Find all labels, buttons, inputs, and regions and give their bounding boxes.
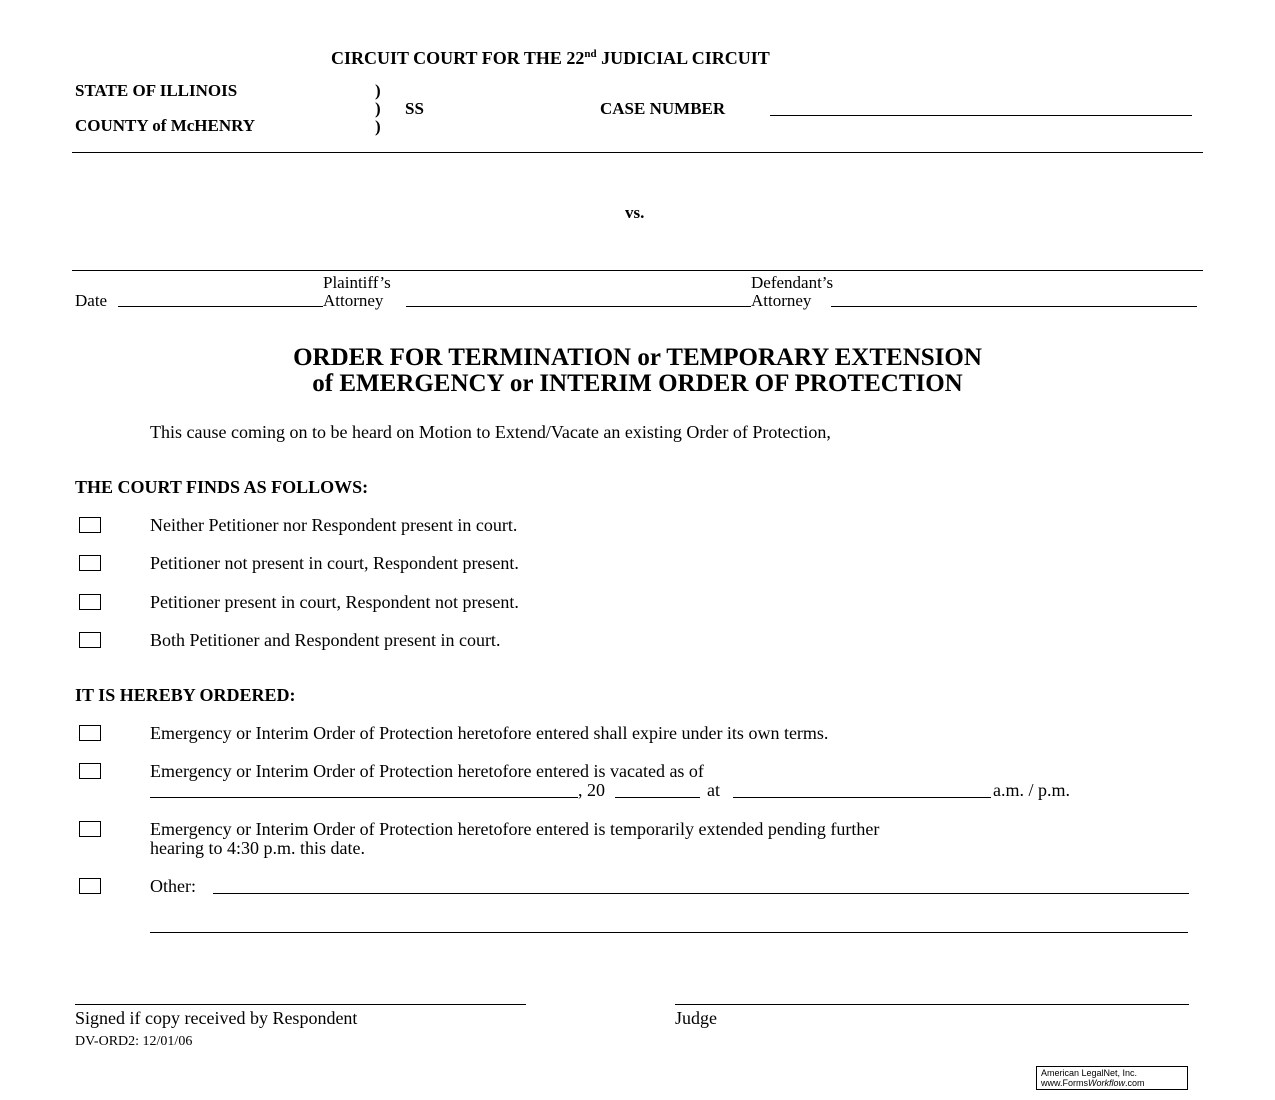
order-extended-text-line1: Emergency or Interim Order of Protection heretofore entered is temporarily extended pending further — [150, 819, 880, 839]
respondent-signature-line[interactable] — [75, 1004, 526, 1005]
finding-1-text: Neither Petitioner nor Respondent present in court. — [150, 515, 518, 535]
judge-signature-line[interactable] — [675, 1004, 1189, 1005]
judge-signature-label: Judge — [675, 1008, 717, 1028]
order-expire-text: Emergency or Interim Order of Protection heretofore entered shall expire under its own terms. — [150, 723, 829, 743]
finding-2-text: Petitioner not present in court, Respondent present. — [150, 553, 519, 573]
finding-2-checkbox[interactable] — [79, 555, 101, 571]
order-extended-checkbox[interactable] — [79, 821, 101, 837]
header-divider — [72, 152, 1203, 153]
court-title — [331, 48, 770, 69]
date-label: Date — [75, 291, 108, 310]
vacated-at-label: at — [707, 780, 720, 800]
order-title-line1: ORDER FOR TERMINATION or TEMPORARY EXTENSION — [293, 344, 982, 371]
defendant-label: Defendant’s — [751, 273, 834, 292]
finding-1-checkbox[interactable] — [79, 517, 101, 533]
plaintiff-attorney-label: Attorney — [323, 291, 384, 310]
order-extended-text-line2: hearing to 4:30 p.m. this date. — [150, 838, 365, 858]
form-code: DV-ORD2: 12/01/06 — [75, 1034, 193, 1049]
publisher-website — [1041, 1078, 1183, 1088]
findings-heading: THE COURT FINDS AS FOLLOWS: — [75, 477, 369, 497]
vacated-year-prefix: , 20 — [578, 780, 605, 800]
defendant-attorney-field[interactable] — [831, 306, 1197, 307]
plaintiff-label: Plaintiff’s — [323, 273, 391, 292]
ss-label: SS — [405, 99, 424, 118]
court-title-suffix: JUDICIAL CIRCUIT — [596, 48, 770, 68]
finding-4-checkbox[interactable] — [79, 632, 101, 648]
vs-label: vs. — [625, 203, 645, 222]
publisher-stamp — [1036, 1066, 1188, 1090]
vacated-time-field[interactable] — [733, 797, 991, 798]
finding-3-text: Petitioner present in court, Respondent not present. — [150, 592, 519, 612]
finding-4-text: Both Petitioner and Respondent present in court. — [150, 630, 501, 650]
other-field-line1[interactable] — [213, 893, 1189, 894]
order-other-checkbox[interactable] — [79, 878, 101, 894]
publisher-name: American LegalNet, Inc. — [1041, 1068, 1138, 1078]
paren-2: ) — [375, 99, 381, 118]
state-label: STATE OF ILLINOIS — [75, 81, 238, 100]
plaintiff-attorney-field[interactable] — [406, 306, 751, 307]
order-vacated-text: Emergency or Interim Order of Protection heretofore entered is vacated as of — [150, 761, 704, 781]
defendant-attorney-label: Attorney — [751, 291, 812, 310]
paren-1: ) — [375, 81, 381, 100]
case-number-field[interactable] — [770, 115, 1192, 116]
website-prefix: www.Forms — [1041, 1078, 1088, 1088]
other-field-line2[interactable] — [150, 932, 1188, 933]
vacated-year-field[interactable] — [615, 797, 700, 798]
finding-3-checkbox[interactable] — [79, 594, 101, 610]
vacated-date-field[interactable] — [150, 797, 578, 798]
court-title-sup: nd — [584, 48, 597, 60]
respondent-signature-label: Signed if copy received by Respondent — [75, 1008, 358, 1028]
orders-heading: IT IS HEREBY ORDERED: — [75, 685, 296, 705]
court-title-prefix: CIRCUIT COURT FOR THE 22 — [331, 48, 585, 68]
county-label: COUNTY of McHENRY — [75, 116, 256, 135]
website-suffix: .com — [1125, 1078, 1145, 1088]
caption-divider — [72, 270, 1203, 271]
order-vacated-checkbox[interactable] — [79, 763, 101, 779]
vacated-ampm-label: a.m. / p.m. — [993, 780, 1070, 800]
intro-text: This cause coming on to be heard on Motion to Extend/Vacate an existing Order of Protection, — [150, 422, 831, 442]
order-title-line2: of EMERGENCY or INTERIM ORDER OF PROTECTION — [312, 370, 963, 397]
case-number-label: CASE NUMBER — [600, 99, 726, 118]
order-other-label: Other: — [150, 876, 196, 896]
order-expire-checkbox[interactable] — [79, 725, 101, 741]
paren-3: ) — [375, 117, 381, 136]
date-field[interactable] — [118, 306, 323, 307]
website-italic: Workflow — [1088, 1078, 1126, 1088]
